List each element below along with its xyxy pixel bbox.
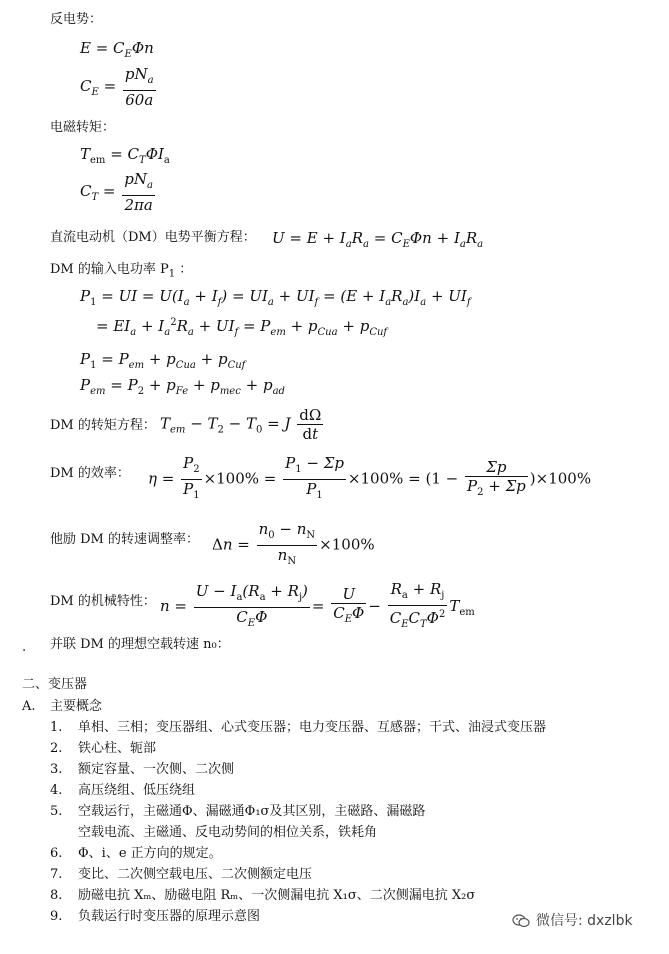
formula-ct: $C_T$ = $\frac{pN_a}{2\pi a}$ [80, 170, 153, 214]
heading-back-emf: 反电势： [50, 12, 103, 27]
label-dm-input: DM 的输入电功率 $P_1$ ： [50, 262, 193, 280]
formula-back-emf: $E = C_E\Phi n$ [80, 39, 154, 60]
document-page: 反电势： $E = C_E\Phi n$ $C_E$ = $\frac{pN_a}{60a}$ 电磁转矩： $T_{em} = C_T\Phi I_a$ $C_T$ = $\frac{pN_a}{2\pi a}$ 直流电动机（DM）电势平衡方程： $U = E + I_aR_a = C_E\Phi n + I_aR_a$ DM 的输入电功率 $P_1$ ： $P_1$ = UI = $U(I_a + I_f) = UI_a + UI_f = (E + I_aR_a)I_a + UI_f$ = $EI_a + I_a^2R_a + UI_f = P_{em} + p_{Cua} + p_{Cuf}$ $P_1 = P_{em} + p_{Cua} + p_{Cuf}$ $P_{em} = P_2 + p_{Fe} + p_{mec} + p_{ad}$ DM 的转矩方程： $T_{em} - T_2 - T_0 = J$ $\frac{d\Omega}{dt}$ DM 的效率： η = $\frac{P_2}{P_1}$ ×100% = $\frac{P_1 - \Sigma p}{P_1}$ ×100% = (1 − $\frac{\Sigma p}{P_2 + \Sigma p}$ )×100% 他励 DM 的转速调整率： Δn = $\frac{n_0 - n_N}{n_N}$ ×100% DM 的机械特性： n = $\frac{U - I_a(R_a + R_j)}{C_E\Phi}$ = $\frac{U}{C_E\Phi}$ − $\frac{R_a + R_j}{C_EC_T\Phi^2}$ $T_{em}$ . 并联 DM 的理想空载转速 n₀： 二、变压器 A. 主要概念 1. 单相、三相；变压器组、心式变压器；电力变压器、互感器；干式、油浸式变压器 2. 铁心柱、轭部 3. 额定容量、一次侧、二次侧 4. 高压绕组、低压绕组 5. 空载运行，主磁通Φ、漏磁通Φ₁σ及其区别，主磁路、漏磁路 空载电流、主磁通、反电动势间的相位关系，铁耗角 6. Φ、i、e 正方向的规定。 7. 变比、二次侧空载电压、二次侧额定电压 8. 励磁电抗 Xₘ、励磁电阻 Rₘ、一次侧漏电抗 X₁σ、二次侧漏电抗 X₂σ 9. 负载运行时变压器的原理示意图 微信号: dxzlbk [22, 12, 633, 929]
formula-input-1: $P_1$ = UI = $U(I_a + I_f) = UI_a + UI_f = (E + I_aR_a)I_a + UI_f$ [80, 287, 471, 308]
formula-dm-torque: $T_{em} - T_2 - T_0 = J$ $\frac{d\Omega}{dt}$ [160, 406, 322, 443]
formula-speed-reg: Δn = $\frac{n_0 - n_N}{n_N}$ ×100% [212, 520, 375, 567]
wechat-icon [512, 914, 530, 928]
watermark-text: 微信号: dxzlbk [536, 913, 633, 929]
subsection-letter: A. [22, 699, 36, 714]
label-dm-mech: DM 的机械特性： [50, 594, 156, 609]
label-dm-balance: 直流电动机（DM）电势平衡方程： [50, 230, 256, 245]
label-dm-speed-reg: 他励 DM 的转速调整率： [50, 532, 199, 547]
formula-pem: $P_{em} = P_2 + p_{Fe} + p_{mec} + p_{ad}$ [80, 376, 285, 397]
label-dm-torque: DM 的转矩方程： [50, 418, 156, 433]
formula-mech: n = $\frac{U - I_a(R_a + R_j)}{C_E\Phi}$ = $\frac{U}{C_E\Phi}$ − $\frac{R_a + R_j}{C_EC_T\Phi^2}$ $T_{em}$ [160, 580, 475, 630]
bullet-dot: . [22, 640, 27, 655]
subsection-title: 主要概念 [50, 699, 103, 714]
formula-dm-eff: η = $\frac{P_2}{P_1}$ ×100% = $\frac{P_1 - \Sigma p}{P_1}$ ×100% = (1 − $\frac{\Sigma p}{P_2 + \Sigma p}$ )×100% [148, 454, 592, 501]
wechat-watermark [512, 910, 633, 930]
formula-ce: $C_E$ = $\frac{pN_a}{60a}$ [80, 65, 154, 109]
formula-input-2: = $EI_a + I_a^2R_a + UI_f = P_{em} + p_{Cua} + p_{Cuf}$ [96, 317, 388, 338]
heading-em-torque: 电磁转矩： [50, 120, 116, 135]
label-parallel-dm: 并联 DM 的理想空载转速 n₀： [50, 637, 230, 652]
label-dm-eff: DM 的效率： [50, 466, 130, 481]
formula-dm-balance: $U = E + I_aR_a = C_E\Phi n + I_aR_a$ [272, 229, 484, 250]
formula-p1: $P_1 = P_{em} + p_{Cua} + p_{Cuf}$ [80, 350, 246, 371]
formula-torque: $T_{em} = C_T\Phi I_a$ [80, 145, 170, 166]
section-heading-transformer: 二、变压器 [22, 677, 88, 692]
